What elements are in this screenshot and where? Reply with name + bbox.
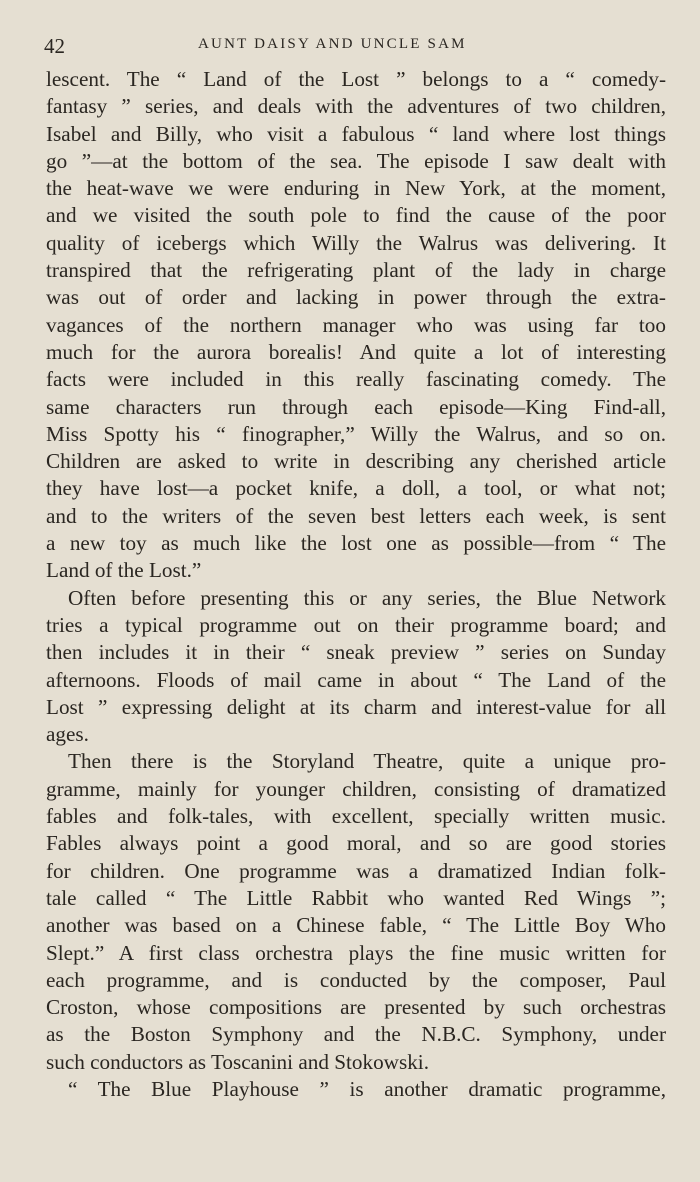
text-line: they have lost—a pocket knife, a doll, a tool, or what not; bbox=[46, 476, 666, 501]
text-line: Croston, whose compositions are presented by such orchestras bbox=[46, 995, 666, 1020]
page-number: 42 bbox=[44, 34, 65, 58]
text-line: as the Boston Symphony and the N.B.C. Symphony, under bbox=[46, 1022, 666, 1047]
text-line: was out of order and lacking in power through the extra- bbox=[46, 285, 666, 310]
text-line: then includes it in their “ sneak preview ” series on Sunday bbox=[46, 640, 666, 665]
text-line: gramme, mainly for younger children, consisting of dramatized bbox=[46, 776, 666, 801]
text-line: and to the writers of the seven best letters each week, is sent bbox=[46, 503, 666, 528]
paragraph-first-line: “ The Blue Playhouse ” is another dramatic programme, bbox=[68, 1076, 666, 1101]
text-line: ages. bbox=[46, 722, 89, 747]
text-line: and we visited the south pole to find the cause of the poor bbox=[46, 203, 666, 228]
text-line: afternoons. Floods of mail came in about “ The Land of the bbox=[46, 667, 666, 692]
text-line: much for the aurora borealis! And quite a lot of interesting bbox=[46, 339, 666, 364]
running-head-title: AUNT DAISY AND UNCLE SAM bbox=[198, 36, 467, 52]
text-line: transpired that the refrigerating plant of the lady in charge bbox=[46, 258, 666, 283]
text-line: Miss Spotty his “ finographer,” Willy the Walrus, and so on. bbox=[46, 421, 666, 446]
running-head bbox=[40, 34, 680, 58]
text-line: Lost ” expressing delight at its charm and interest-value for all bbox=[46, 694, 666, 719]
text-line: same characters run through each episode—King Find-all, bbox=[46, 394, 666, 419]
text-line: go ”—at the bottom of the sea. The episode I saw dealt with bbox=[46, 148, 666, 173]
text-line: tale called “ The Little Rabbit who wanted Red Wings ”; bbox=[46, 885, 666, 910]
text-line: for children. One programme was a dramatized Indian folk- bbox=[46, 858, 666, 883]
text-line: Land of the Lost.” bbox=[46, 558, 202, 583]
text-line: each programme, and is conducted by the composer, Paul bbox=[46, 967, 666, 992]
paragraph-first-line: Often before presenting this or any series, the Blue Network bbox=[68, 585, 666, 610]
text-line: Fables always point a good moral, and so are good stories bbox=[46, 831, 666, 856]
text-line: tries a typical programme out on their programme board; and bbox=[46, 612, 666, 637]
text-line: lescent. The “ Land of the Lost ” belongs to a “ comedy- bbox=[46, 67, 666, 91]
text-line: quality of icebergs which Willy the Walrus was delivering. It bbox=[46, 230, 666, 255]
text-line: the heat-wave we were enduring in New York, at the moment, bbox=[46, 176, 666, 201]
text-line: another was based on a Chinese fable, “ The Little Boy Who bbox=[46, 913, 666, 938]
text-line: Isabel and Billy, who visit a fabulous “ land where lost things bbox=[46, 121, 666, 146]
paragraph-first-line: Then there is the Storyland Theatre, quite a unique pro- bbox=[68, 749, 666, 774]
text-line: Slept.” A first class orchestra plays the fine music written for bbox=[46, 940, 666, 965]
text-line: fantasy ” series, and deals with the adventures of two children, bbox=[46, 94, 666, 119]
body-text bbox=[46, 66, 666, 1103]
text-line: Children are asked to write in describing any cherished article bbox=[46, 449, 666, 474]
text-line: vagances of the northern manager who was using far too bbox=[46, 312, 666, 337]
text-line: facts were included in this really fascinating comedy. The bbox=[46, 367, 666, 392]
text-line: fables and folk-tales, with excellent, specially written music. bbox=[46, 804, 666, 829]
text-line: a new toy as much like the lost one as possible—from “ The bbox=[46, 531, 666, 556]
text-line: such conductors as Toscanini and Stokowski. bbox=[46, 1049, 429, 1074]
